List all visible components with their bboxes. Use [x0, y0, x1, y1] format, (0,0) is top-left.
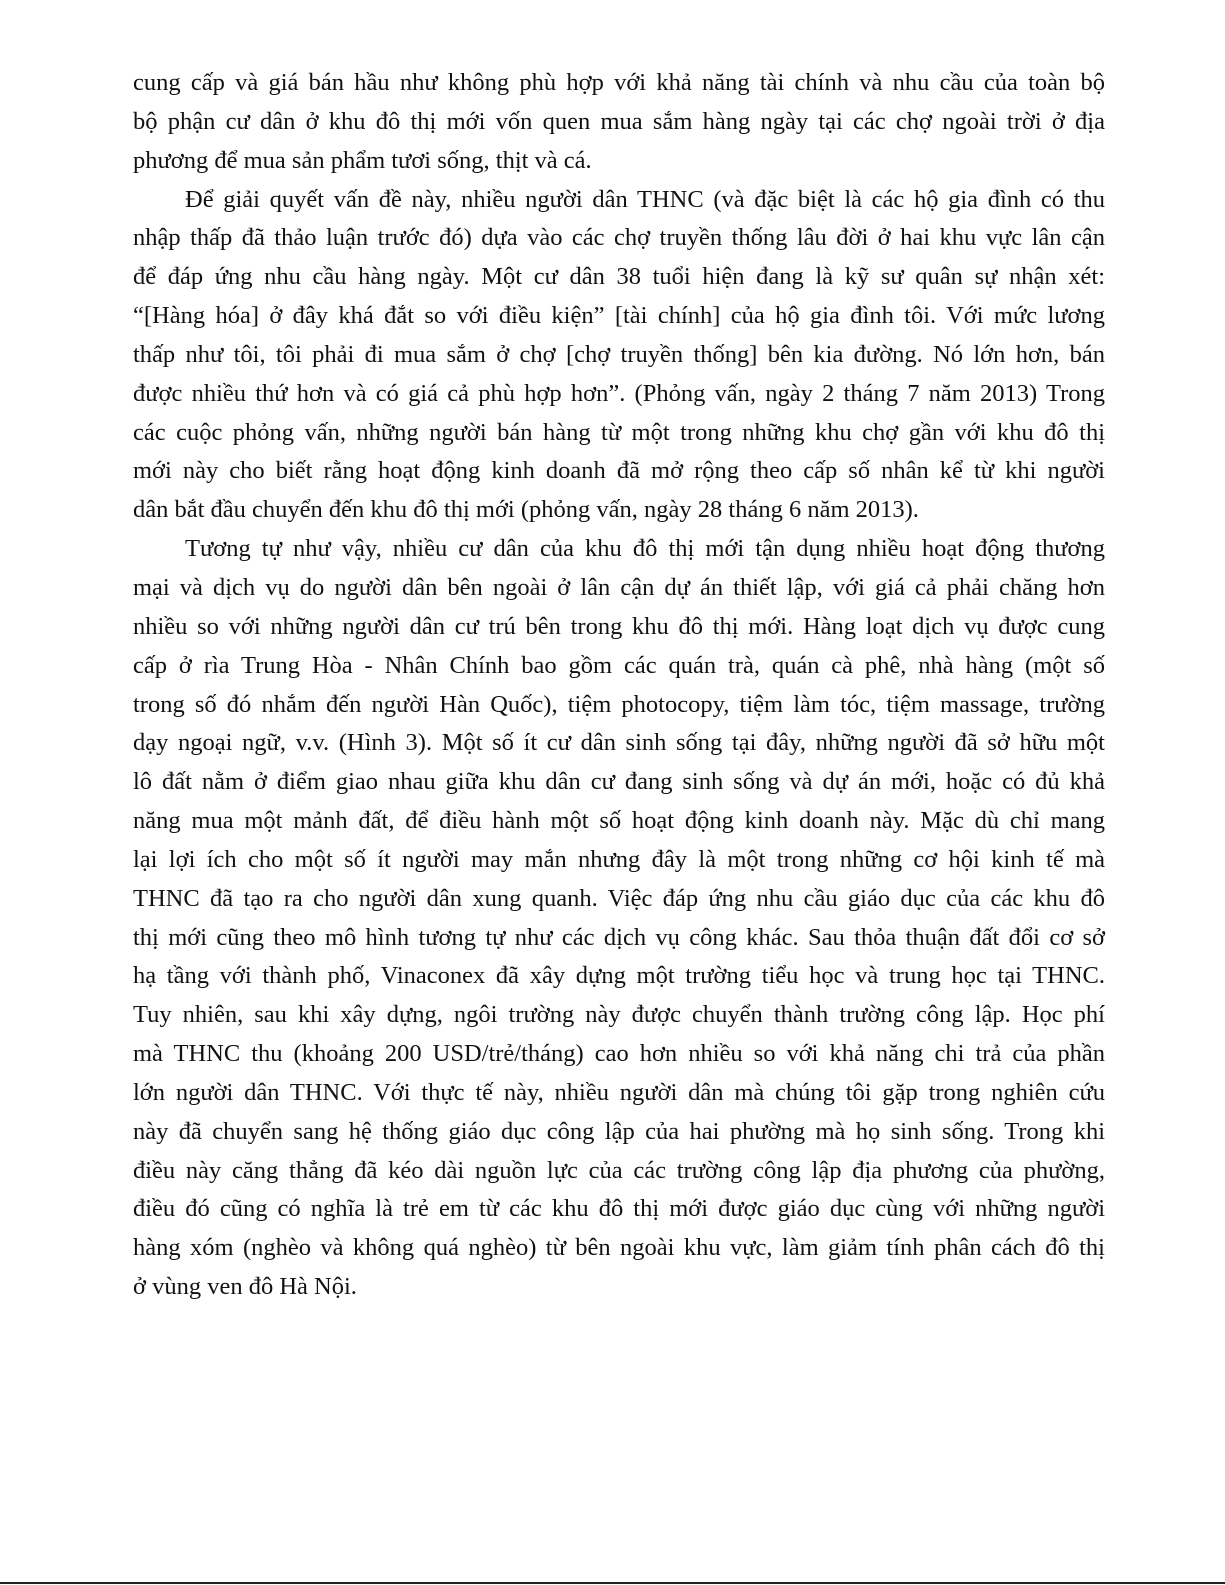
text-line: mại và dịch vụ do người dân bên ngoài ở lân cận dự án thiết lập, với giá cả phải chăng hơn [133, 573, 1105, 601]
text-line: Tương tự như vậy, nhiều cư dân của khu đô thị mới tận dụng nhiều hoạt động thương [185, 535, 1105, 563]
text-line: năng mua một mảnh đất, để điều hành một số hoạt động kinh doanh này. Mặc dù chỉ mang [133, 807, 1105, 835]
text-line: bộ phận cư dân ở khu đô thị mới vốn quen mua sắm hàng ngày tại các chợ ngoài trời ở địa [133, 107, 1105, 135]
text-line: lớn người dân THNC. Với thực tế này, nhiều người dân mà chúng tôi gặp trong nghiên cứu [133, 1078, 1105, 1106]
text-line: mới này cho biết rằng hoạt động kinh doanh đã mở rộng theo cấp số nhân kể từ khi người [133, 457, 1105, 485]
text-line: lại lợi ích cho một số ít người may mắn nhưng đây là một trong những cơ hội kinh tế mà [133, 845, 1105, 873]
text-line: phương để mua sản phẩm tươi sống, thịt và cá. [133, 146, 592, 174]
text-line: thị mới cũng theo mô hình tương tự như các dịch vụ công khác. Sau thỏa thuận đất đổi cơ sở [133, 923, 1105, 951]
text-line: Để giải quyết vấn đề này, nhiều người dân THNC (và đặc biệt là các hộ gia đình có thu [185, 185, 1105, 213]
text-line: dân bắt đầu chuyển đến khu đô thị mới (phỏng vấn, ngày 28 tháng 6 năm 2013). [133, 496, 919, 524]
page-bottom-rule [0, 1582, 1225, 1584]
text-line: cấp ở rìa Trung Hòa - Nhân Chính bao gồm các quán trà, quán cà phê, nhà hàng (một số [133, 651, 1105, 679]
text-line: trong số đó nhắm đến người Hàn Quốc), tiệm photocopy, tiệm làm tóc, tiệm massage, trường [133, 690, 1105, 718]
text-line: hàng xóm (nghèo và không quá nghèo) từ bên ngoài khu vực, làm giảm tính phân cách đô thị [133, 1234, 1105, 1262]
text-line: điều đó cũng có nghĩa là trẻ em từ các khu đô thị mới được giáo dục cùng với những người [133, 1195, 1105, 1223]
paragraph [133, 530, 1105, 1307]
text-line: để đáp ứng nhu cầu hàng ngày. Một cư dân 38 tuổi hiện đang là kỹ sư quân sự nhận xét: [133, 263, 1105, 291]
text-line: mà THNC thu (khoảng 200 USD/trẻ/tháng) cao hơn nhiều so với khả năng chi trả của phần [133, 1040, 1105, 1068]
text-line: dạy ngoại ngữ, v.v. (Hình 3). Một số ít cư dân sinh sống tại đây, những người đã sở hữu một [133, 729, 1105, 757]
text-line: ở vùng ven đô Hà Nội. [133, 1273, 357, 1301]
paragraph [133, 181, 1105, 531]
document-body [133, 64, 1105, 1307]
text-line: nhập thấp đã thảo luận trước đó) dựa vào các chợ truyền thống lâu đời ở hai khu vực lân cận [133, 224, 1105, 252]
text-line: cung cấp và giá bán hầu như không phù hợp với khả năng tài chính và nhu cầu của toàn bộ [133, 69, 1105, 96]
text-line: Tuy nhiên, sau khi xây dựng, ngôi trường này được chuyển thành trường công lập. Học phí [133, 1001, 1105, 1029]
text-line: các cuộc phỏng vấn, những người bán hàng từ một trong những khu chợ gần với khu đô thị [133, 418, 1105, 446]
text-line: hạ tầng với thành phố, Vinaconex đã xây dựng một trường tiểu học và trung học tại THNC. [133, 962, 1105, 990]
text-line: này đã chuyển sang hệ thống giáo dục công lập của hai phường mà họ sinh sống. Trong khi [133, 1117, 1105, 1145]
paragraph [133, 64, 1105, 181]
text-line: “[Hàng hóa] ở đây khá đắt so với điều kiện” [tài chính] của hộ gia đình tôi. Với mức lương [133, 302, 1105, 330]
text-line: được nhiều thứ hơn và có giá cả phù hợp hơn”. (Phỏng vấn, ngày 2 tháng 7 năm 2013) Trong [133, 379, 1105, 407]
text-line: thấp như tôi, tôi phải đi mua sắm ở chợ [chợ truyền thống] bên kia đường. Nó lớn hơn, bán [133, 340, 1105, 368]
text-line: lô đất nằm ở điểm giao nhau giữa khu dân cư đang sinh sống và dự án mới, hoặc có đủ khả [133, 768, 1105, 796]
text-line: THNC đã tạo ra cho người dân xung quanh. Việc đáp ứng nhu cầu giáo dục của các khu đô [133, 884, 1105, 912]
text-line: điều này căng thẳng đã kéo dài nguồn lực của các trường công lập địa phương của phường, [133, 1156, 1105, 1184]
text-line: nhiều so với những người dân cư trú bên trong khu đô thị mới. Hàng loạt dịch vụ được cung [133, 612, 1105, 640]
